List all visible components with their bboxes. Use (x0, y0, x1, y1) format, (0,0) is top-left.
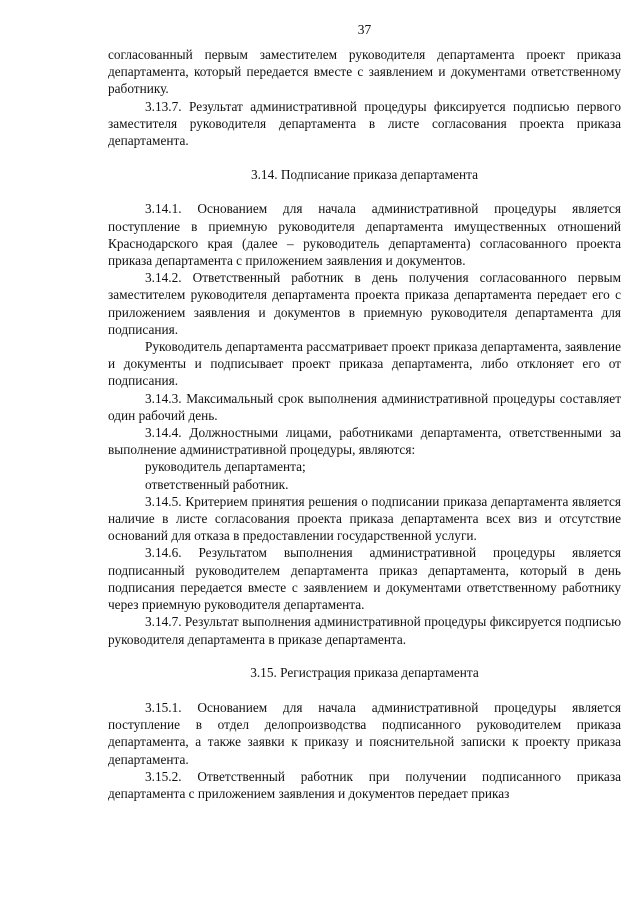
list-item-director: руководитель департамента; (145, 459, 306, 475)
paragraph-3-14-7: 3.14.7. Результат выполнения административной процедуры фиксируется подписью руководителя департамента в приказе департамента. (108, 614, 622, 647)
paragraph-3-15-2: 3.15.2. Ответственный работник при получении подписанного приказа департамента с приложением заявления и документов передает приказ (108, 768, 621, 801)
paragraph-3-14-4: 3.14.4. Должностными лицами, работниками департамента, ответственными за выполнение административной процедуры, являются: (108, 425, 621, 458)
section-heading-3-15: 3.15. Регистрация приказа департамента (250, 664, 479, 680)
paragraph-3-14-1: 3.14.1. Основанием для начала административной процедуры является поступление в приемную руководителя департамента имущественных отношений Краснодарского края (далее – руководитель департамента) согласованного проекта приказа департамента с приложением заявления и документов. (108, 201, 621, 269)
paragraph-3-15-1: 3.15.1. Основанием для начала административной процедуры является поступление в отдел делопроизводства подписанного руководителем приказа департамента, а также заявки к приказу и пояснительной записки к проекту приказа департамента. (108, 699, 621, 767)
paragraph-3-13-7: 3.13.7. Результат административной процедуры фиксируется подписью первого заместителя руководителя департамента в листе согласования проекта приказа департамента. (108, 98, 621, 149)
paragraph-3-14-2: 3.14.2. Ответственный работник в день получения согласованного первым заместителем руководителя департамента проекта приказа департамента передает его с приложением заявления и документов в приемную руководителя департамента для подписания. (108, 270, 621, 337)
paragraph-continuation: согласованный первым заместителем руководителя департамента проект приказа департамента, который передается вместе с заявлением и документами ответственному работнику. (108, 47, 621, 97)
page-number: 37 (357, 22, 372, 37)
document-body (108, 46, 621, 802)
paragraph-director-review: Руководитель департамента рассматривает проект приказа департамента, заявление и документы и подписывает проект приказа департамента, либо отклоняет его от подписания. (108, 339, 621, 389)
section-heading-3-14: 3.14. Подписание приказа департамента (250, 167, 479, 183)
list-item-responsible-worker: ответственный работник. (145, 476, 289, 492)
paragraph-3-14-6: 3.14.6. Результатом выполнения административной процедуры является подписанный руководителем департамента приказ департамента, который в день подписания передается вместе с заявлением и документами ответственному работнику через приемную руководителя департамента. (108, 545, 621, 613)
paragraph-3-14-3: 3.14.3. Максимальный срок выполнения административной процедуры составляет один рабочий день. (108, 390, 621, 423)
paragraph-3-14-5: 3.14.5. Критерием принятия решения о подписании приказа департамента является наличие в листе согласования проекта приказа департамента всех виз и отсутствие оснований для отказа в предоставлении государственной услуги. (108, 493, 621, 544)
